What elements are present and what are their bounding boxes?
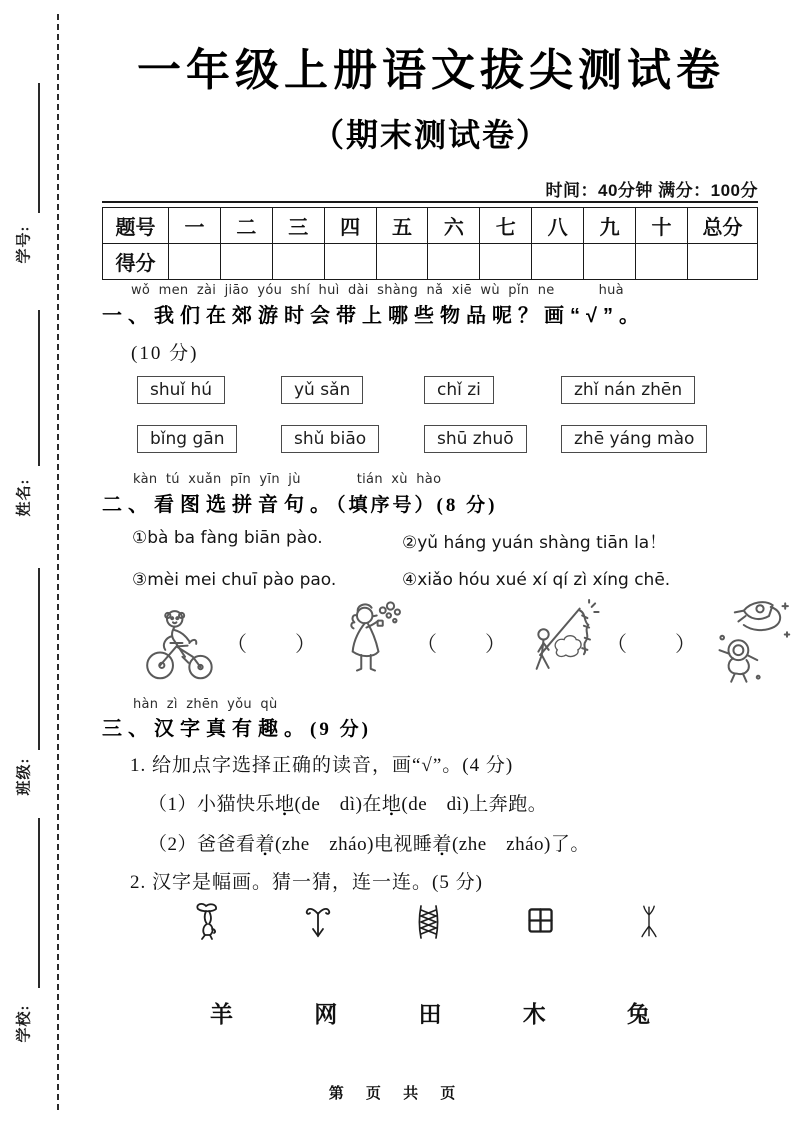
- q3-item1: [148, 789, 547, 816]
- item1-part: （1）小猫快乐: [148, 794, 276, 815]
- q3-heading: [102, 712, 371, 741]
- oracle-field-pictograph[interactable]: [524, 900, 556, 942]
- answer-char-rabbit[interactable]: 兔: [627, 1002, 650, 1027]
- q3-item2: [148, 829, 590, 856]
- q1-options-row2: [137, 425, 737, 453]
- sentence-2: ②yǔ háng yuán shàng tiān la！: [402, 533, 667, 553]
- student-name-blank-line: [38, 310, 40, 466]
- sentence-4: ④xiǎo hóu xué xí qí zì xíng chē.: [402, 570, 671, 590]
- q3-pinyin-main: hàn zì zhēn yǒu qù: [133, 697, 278, 712]
- class-field: [8, 748, 38, 804]
- option-box-compass[interactable]: zhǐ nán zhēn: [561, 376, 695, 404]
- picture-group-2: [326, 599, 508, 687]
- q1-score: (10 分): [131, 343, 199, 364]
- item2-part: （2）爸爸看: [148, 834, 256, 855]
- student-id-label: 学号:: [16, 225, 33, 263]
- item2-part: (zhe zháo)了。: [451, 834, 590, 855]
- score-cell[interactable]: [169, 244, 221, 280]
- oracle-tree-pictograph[interactable]: [636, 900, 662, 942]
- q1-heading: 一、我们在郊游时会带上哪些物品呢？画“√”。: [102, 305, 645, 327]
- q2-pinyin-tail: tián xù hào: [356, 472, 442, 487]
- option-box-umbrella[interactable]: yǔ sǎn: [281, 376, 363, 404]
- paper-content: [100, 0, 762, 1122]
- score-table-score-row: [103, 244, 758, 280]
- q2-heading-note: （填序号）(8 分): [336, 495, 498, 516]
- score-cell[interactable]: [220, 244, 272, 280]
- col-q6: 六: [428, 208, 480, 244]
- item2-part: (zhe zháo)电视睡: [275, 834, 433, 855]
- paper-title: 一年级上册语文拔尖测试卷: [137, 46, 725, 95]
- q2-pinyin-main: kàn tú xuǎn pīn yīn jù: [133, 472, 301, 487]
- score-cell[interactable]: [376, 244, 428, 280]
- answer-slot-3[interactable]: （ ）: [606, 632, 698, 656]
- col-total: 总分: [688, 208, 758, 244]
- col-q2: 二: [220, 208, 272, 244]
- answer-char-sheep[interactable]: 羊: [210, 1002, 233, 1027]
- table-top-rule: [102, 201, 758, 203]
- student-id-field: [8, 216, 38, 272]
- item2-dotted-char: 着: [255, 834, 276, 855]
- time-and-score-info: 时间：40分钟 满分：100分: [545, 181, 758, 200]
- col-q3: 三: [272, 208, 324, 244]
- score-cell[interactable]: [584, 244, 636, 280]
- score-cell[interactable]: [272, 244, 324, 280]
- sentence-1: ①bà ba fàng biān pào.: [132, 528, 323, 548]
- q2-picture-row: [136, 597, 756, 689]
- col-q5: 五: [376, 208, 428, 244]
- col-q10: 十: [636, 208, 688, 244]
- item1-dotted-char: 地: [275, 794, 295, 815]
- student-id-blank-line: [38, 83, 40, 213]
- answer-char-net[interactable]: 网: [314, 1002, 338, 1027]
- answer-char-tree[interactable]: 木: [522, 1002, 546, 1027]
- oracle-rabbit-pictograph[interactable]: [192, 900, 222, 942]
- q1-pinyin-line: [131, 283, 624, 298]
- school-label: 学校:: [16, 1004, 33, 1042]
- q1-pinyin-main: wǒ men zài jiāo yóu shí huì dài shàng nǎ xiē wù pǐn ne: [131, 283, 555, 298]
- item1-part: (de dì)上奔跑。: [401, 794, 548, 815]
- q3-sub1: 1. 给加点字选择正确的读音，画“√”。(4 分): [130, 755, 514, 776]
- oracle-sheep-pictograph[interactable]: [303, 900, 333, 942]
- score-cell[interactable]: [532, 244, 584, 280]
- score-cell[interactable]: [324, 244, 376, 280]
- picture-group-3: [516, 599, 698, 687]
- school-blank-line: [38, 818, 40, 988]
- page-footer: 第 页 共 页: [328, 1085, 465, 1102]
- school-field: [8, 995, 38, 1051]
- col-q8: 八: [532, 208, 584, 244]
- astronaut-with-rocket-image: [706, 598, 793, 688]
- oracle-net-pictograph[interactable]: [413, 900, 443, 942]
- class-blank-line: [38, 568, 40, 750]
- item2-dotted-char: 着: [432, 834, 452, 855]
- score-cell[interactable]: [428, 244, 480, 280]
- option-box-biscuit[interactable]: bǐng gān: [137, 425, 237, 453]
- item1-dotted-char: 地: [381, 794, 402, 815]
- col-q7: 七: [480, 208, 532, 244]
- girl-blowing-bubbles-image: [326, 599, 412, 687]
- class-label: 班级:: [16, 757, 33, 795]
- sentence-3: ③mèi mei chuī pào pao.: [132, 570, 337, 590]
- score-cell[interactable]: [480, 244, 532, 280]
- option-box-sun-hat[interactable]: zhē yáng mào: [561, 425, 707, 453]
- col-q4: 四: [324, 208, 376, 244]
- q3-pictograph-row: [192, 900, 662, 942]
- col-q1: 一: [169, 208, 221, 244]
- q1-options-row1: [137, 376, 737, 404]
- col-question-number: 题号: [103, 208, 169, 244]
- q3-heading-note: (9 分): [310, 719, 371, 740]
- q2-pinyin-line: [133, 472, 441, 487]
- q3-pinyin-line: [133, 697, 278, 712]
- score-table: [102, 207, 758, 280]
- answer-slot-2[interactable]: （ ）: [416, 632, 508, 656]
- student-name-label: 姓名:: [16, 478, 33, 516]
- item1-part: (de dì)在: [294, 794, 382, 815]
- paper-subtitle: （期末测试卷）: [311, 117, 550, 153]
- score-row-label: 得分: [103, 244, 169, 280]
- q3-sub2: 2. 汉字是幅画。猜一猜，连一连。(5 分): [130, 872, 483, 893]
- answer-char-field[interactable]: 田: [418, 1002, 442, 1027]
- q3-answer-characters: [210, 996, 650, 1029]
- q2-heading: [102, 488, 497, 517]
- option-box-ruler[interactable]: chǐ zi: [424, 376, 494, 404]
- q3-heading-main: 三、汉字真有趣。: [102, 718, 310, 740]
- picture-group-1: [136, 599, 318, 687]
- q1-pinyin-tail: huà: [598, 283, 624, 298]
- score-cell[interactable]: [636, 244, 688, 280]
- score-table-header-row: [103, 208, 758, 244]
- option-box-desk[interactable]: shū zhuō: [424, 425, 527, 453]
- picture-group-4: [706, 598, 793, 688]
- q2-sentence-options: [132, 528, 752, 590]
- option-box-water-bottle[interactable]: shuǐ hú: [137, 376, 225, 404]
- q2-heading-main: 二、看图选拼音句。: [102, 494, 336, 516]
- seal-fold-dashed-line: [57, 14, 59, 1110]
- student-name-field: [8, 469, 38, 525]
- total-score-cell[interactable]: [688, 244, 758, 280]
- answer-slot-1[interactable]: （ ）: [226, 632, 318, 656]
- option-box-mouse[interactable]: shǔ biāo: [281, 425, 379, 453]
- monkey-riding-bicycle-image: [136, 599, 222, 687]
- father-lighting-firecrackers-image: [516, 599, 602, 687]
- col-q9: 九: [584, 208, 636, 244]
